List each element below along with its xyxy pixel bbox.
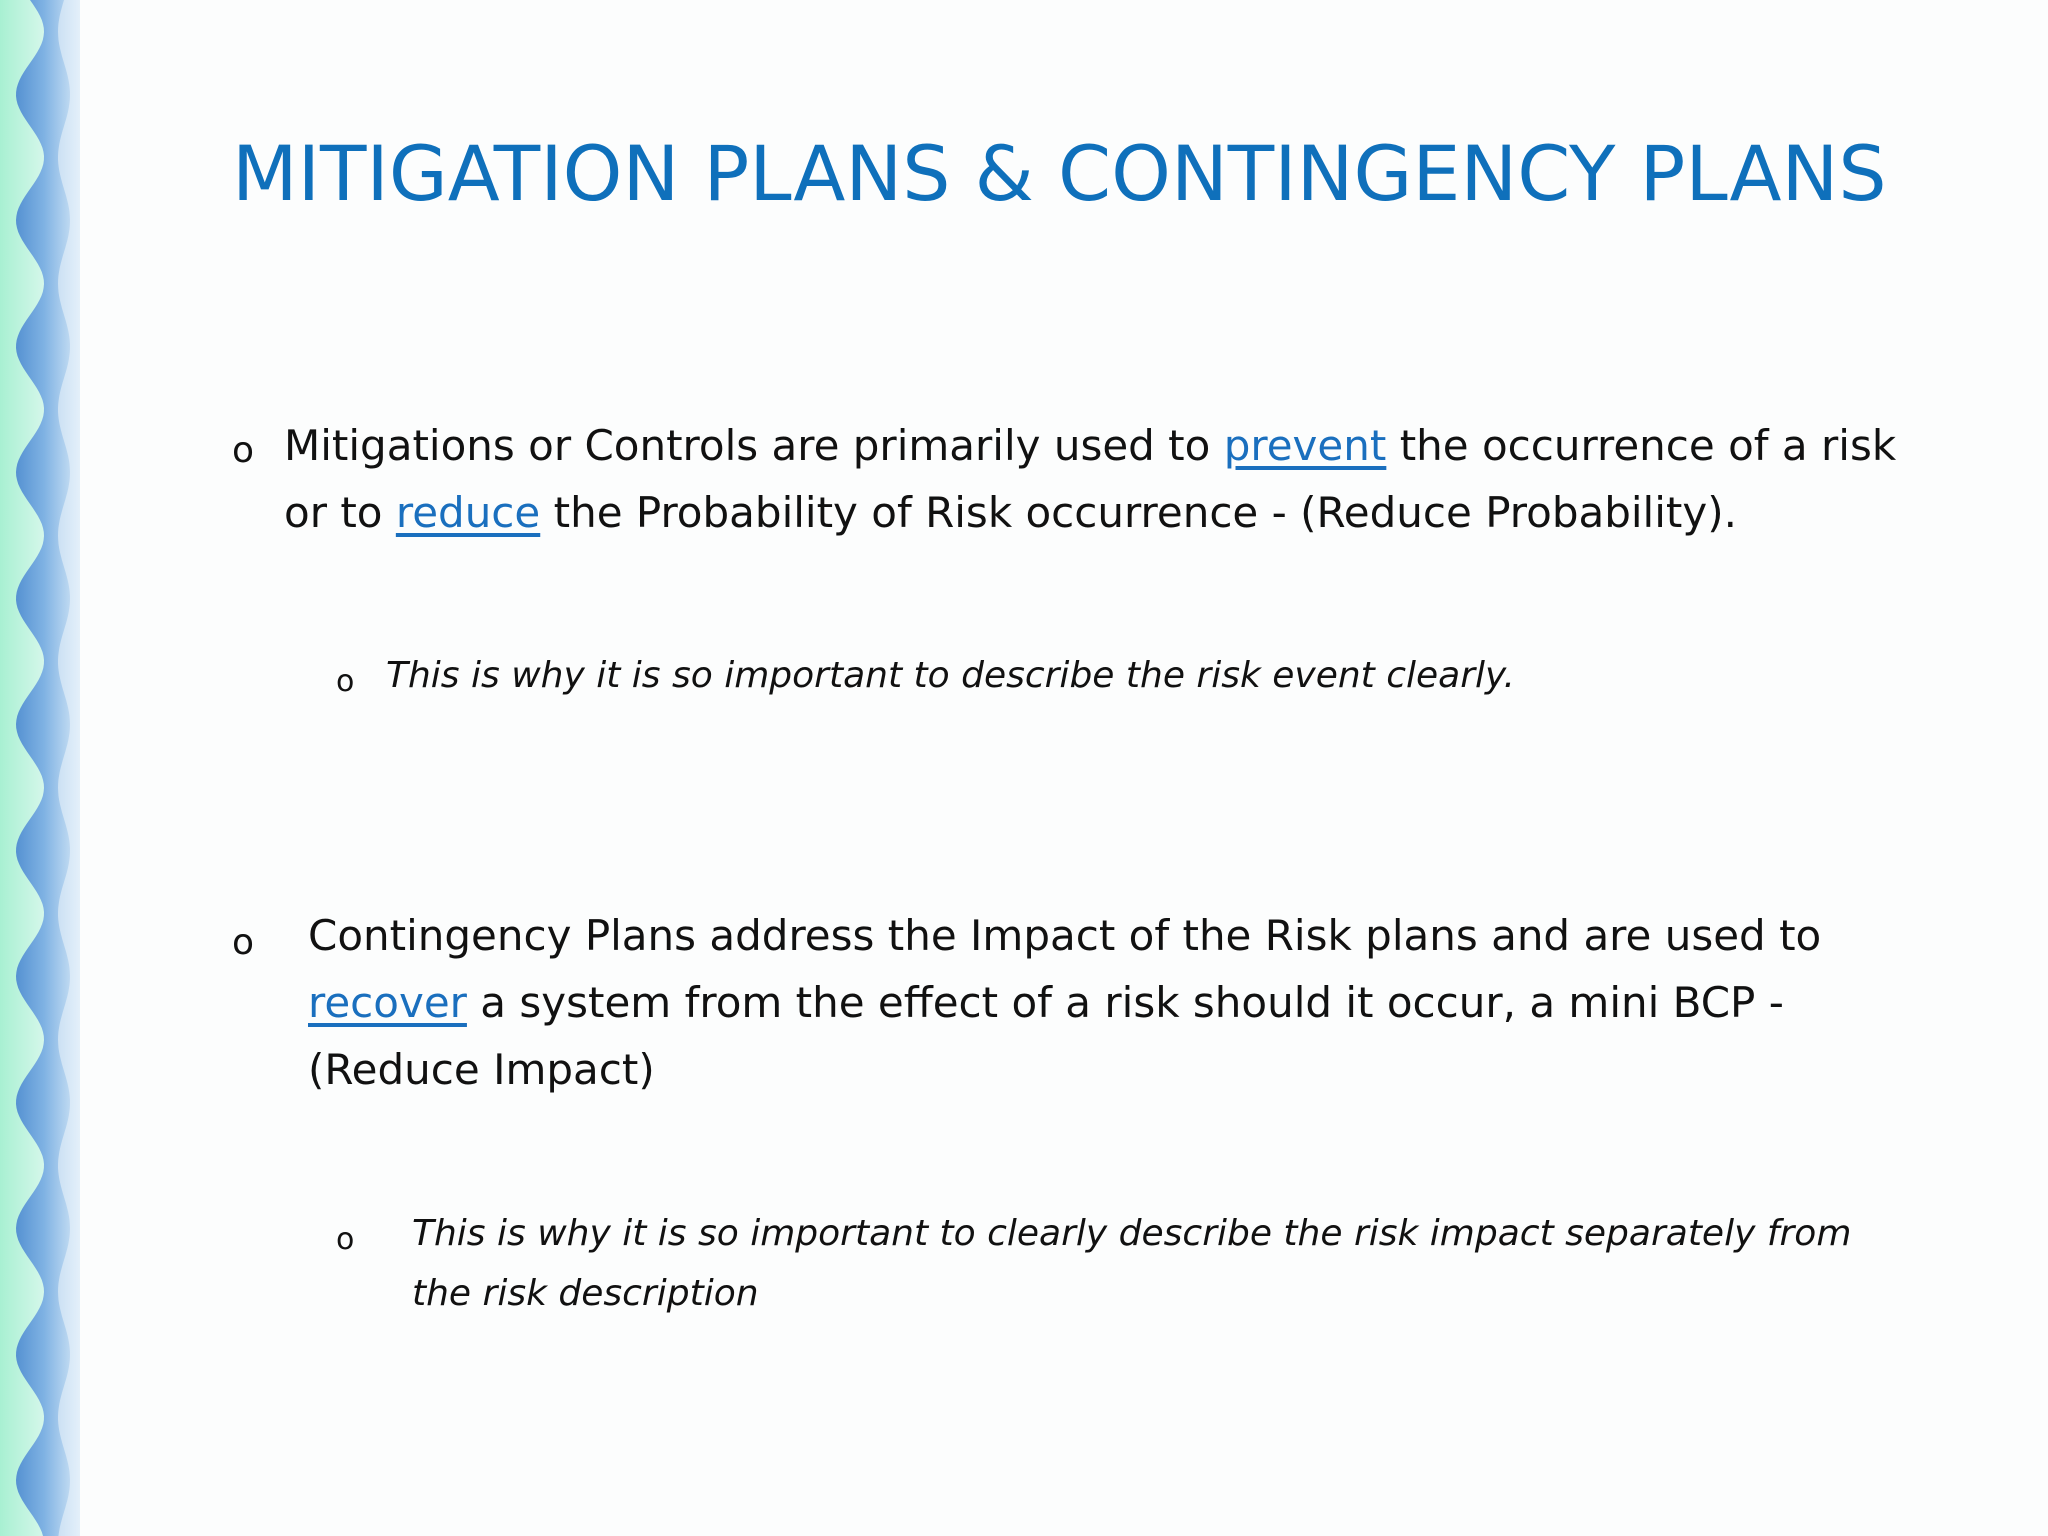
bullet-text: the occurrence of a risk or to (284, 421, 1897, 537)
bullet-contingency (308, 902, 1868, 1103)
sub-bullet-marker: o (336, 1222, 355, 1257)
bullet-text: a system from the effect of a risk should it occur, a mini BCP - (Reduce Impact) (308, 978, 1784, 1094)
sub-bullet-risk-event: This is why it is so important to describe the risk event clearly. (386, 655, 1515, 696)
bullet-mitigations (284, 412, 1934, 546)
bullet-marker: o (232, 430, 255, 471)
sub-bullet-marker: o (336, 664, 355, 699)
link-reduce[interactable]: reduce (395, 488, 541, 537)
wave-border-decoration (0, 0, 80, 1536)
sub-bullet-risk-impact: This is why it is so important to clearly describe the risk impact separately from the risk description (412, 1213, 1852, 1314)
link-recover[interactable]: recover (308, 978, 467, 1027)
link-prevent[interactable]: prevent (1223, 421, 1387, 470)
slide-title: MITIGATION PLANS & CONTINGENCY PLANS (232, 129, 1887, 218)
bullet-text: the Probability of Risk occurrence - (Reduce Probability). (540, 488, 1737, 537)
bullet-text: Contingency Plans address the Impact of the Risk plans and are used to (308, 911, 1822, 960)
bullet-text: Mitigations or Controls are primarily used to (284, 421, 1224, 470)
bullet-marker: o (232, 922, 255, 963)
